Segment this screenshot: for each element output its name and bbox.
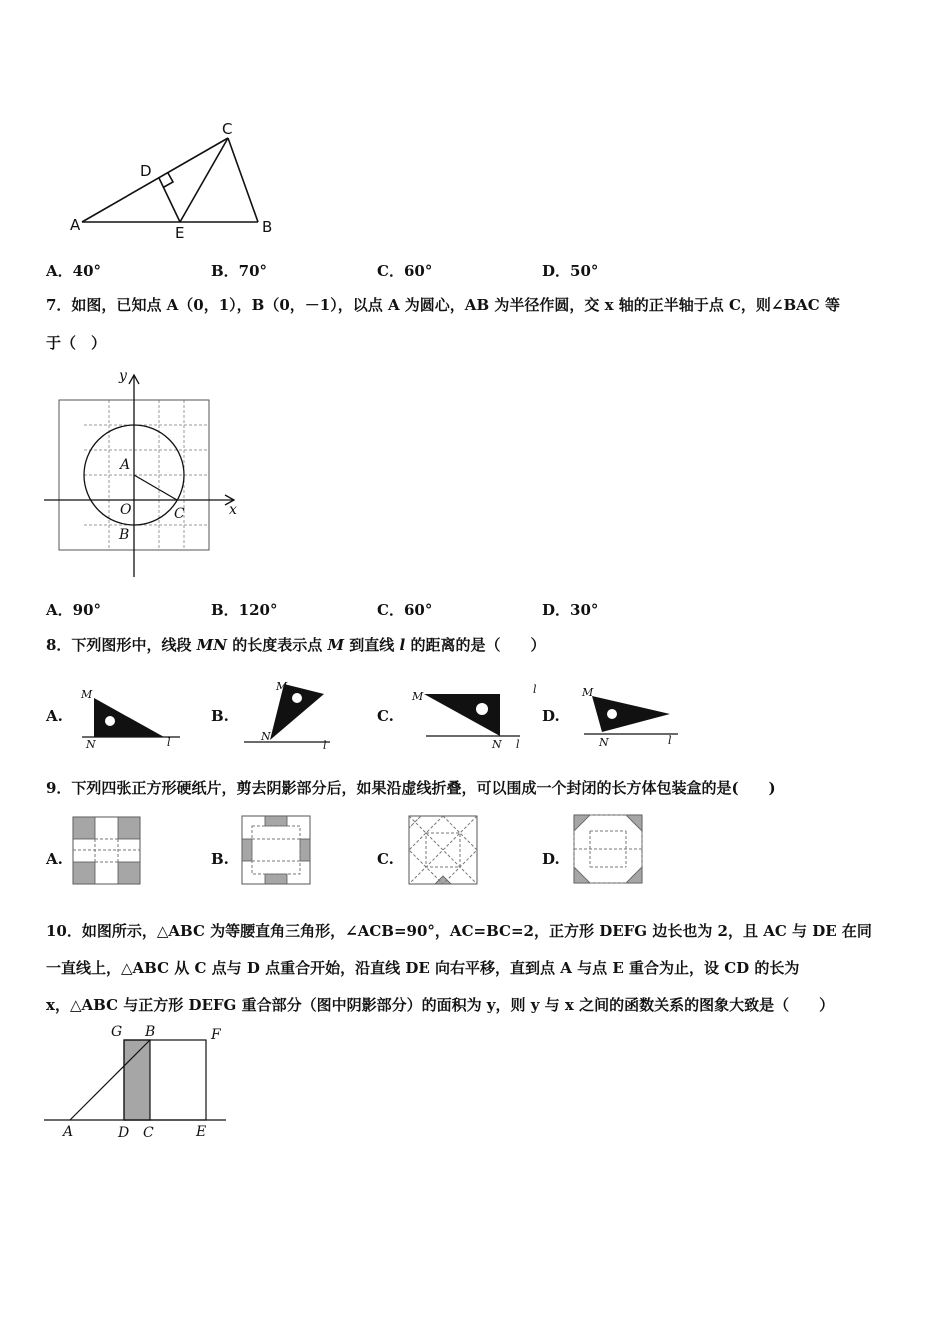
q8-figure-c[interactable] — [410, 682, 530, 752]
q9-figure-a[interactable] — [73, 817, 141, 885]
q8-stem-pre: 8．下列图形中，线段 — [46, 636, 197, 654]
q8-stem-mid: 的长度表示点 — [227, 636, 328, 654]
q8-b-label-n: N — [261, 730, 271, 743]
q7-label-o: O — [120, 502, 132, 518]
q8-option-c-letter[interactable]: C. — [377, 707, 394, 725]
q10-label-b: B — [145, 1024, 156, 1040]
q7-option-d[interactable]: D．30° — [542, 601, 599, 619]
q8-stem-mn: MN — [196, 636, 227, 654]
q6-label-e: E — [175, 224, 185, 242]
q8-option-d-letter[interactable]: D. — [542, 707, 560, 725]
q6-label-b: B — [262, 218, 273, 236]
q7-option-b[interactable]: B．120° — [211, 601, 278, 619]
q7-stem-line2: 于（ ） — [46, 334, 107, 352]
q10-label-f: F — [211, 1027, 221, 1043]
q8-figure-b[interactable] — [242, 680, 352, 750]
q7-label-c: C — [174, 506, 185, 522]
q6-label-c: C — [222, 120, 233, 138]
q7-label-x: x — [229, 502, 237, 518]
q8-option-a-letter[interactable]: A. — [46, 707, 63, 725]
q8-d-label-m: M — [582, 686, 594, 699]
q6-option-b[interactable]: B．70° — [211, 262, 268, 280]
q7-label-a: A — [120, 457, 131, 473]
q8-b-label-m: M — [276, 680, 288, 693]
q7-label-y: y — [119, 368, 127, 384]
q6-label-d: D — [140, 162, 152, 180]
q9-option-b-letter[interactable]: B. — [211, 850, 229, 868]
q9-option-a-letter[interactable]: A. — [46, 850, 63, 868]
q8-stem-mid2: 到直线 — [344, 636, 400, 654]
q8-a-label-m: M — [81, 688, 93, 701]
q10-label-a: A — [63, 1124, 74, 1140]
q8-stem-post: 的距离的是（ ） — [405, 636, 546, 654]
q9-figure-d[interactable] — [574, 815, 644, 885]
q8-d-label-n: N — [599, 736, 609, 749]
q8-option-b-letter[interactable]: B. — [211, 707, 229, 725]
q9-stem: 9．下列四张正方形硬纸片，剪去阴影部分后，如果沿虚线折叠，可以围成一个封闭的长方体包装盒的是( ) — [46, 779, 776, 797]
q8-c-label-m: M — [412, 690, 424, 703]
q7-stem-line1: 7．如图，已知点 A（0，1），B（0，－1），以点 A 为圆心，AB 为半径作圆，交 x 轴的正半轴于点 C，则∠BAC 等 — [46, 296, 840, 314]
q6-option-a[interactable]: A．40° — [46, 262, 102, 280]
q7-label-b: B — [119, 527, 130, 543]
q9-figure-c[interactable] — [409, 816, 479, 886]
q10-stem-line1: 10．如图所示，△ABC 为等腰直角三角形，∠ACB=90°，AC=BC=2，正方形 DEFG 边长也为 2，且 AC 与 DE 在同 — [46, 922, 872, 940]
q9-option-c-letter[interactable]: C. — [377, 850, 394, 868]
q10-label-d: D — [118, 1125, 130, 1141]
q8-c-label-l: l — [516, 738, 520, 751]
q8-c-label-n: N — [492, 738, 502, 751]
q6-option-d[interactable]: D．50° — [542, 262, 599, 280]
q8-stem-l: l — [399, 636, 406, 654]
q10-label-c: C — [143, 1125, 154, 1141]
q10-stem-line3: x，△ABC 与正方形 DEFG 重合部分（图中阴影部分）的面积为 y，则 y 与 x 之间的函数关系的图象大致是（ ） — [46, 996, 835, 1014]
q8-a-label-l: l — [167, 736, 171, 749]
q6-label-a: A — [70, 216, 81, 234]
q8-d-label-l: l — [668, 734, 672, 747]
q8-b-label-l: l — [323, 739, 327, 752]
q9-figure-b[interactable] — [242, 816, 312, 886]
q10-stem-line2: 一直线上，△ABC 从 C 点与 D 点重合开始，沿直线 DE 向右平移，直到点 A 与点 E 重合为止，设 CD 的长为 — [46, 959, 800, 977]
q8-stem-m: M — [327, 636, 345, 654]
q7-option-c[interactable]: C．60° — [377, 601, 433, 619]
q7-coordinate-figure — [44, 370, 244, 580]
q10-label-g: G — [111, 1024, 123, 1040]
q8-stem — [46, 635, 545, 655]
q7-option-a[interactable]: A．90° — [46, 601, 102, 619]
q6-option-c[interactable]: C．60° — [377, 262, 433, 280]
q8-a-label-n: N — [86, 738, 96, 751]
q9-option-d-letter[interactable]: D. — [542, 850, 560, 868]
q10-label-e: E — [196, 1124, 207, 1140]
q8-c-label-l-top: l — [533, 683, 537, 696]
